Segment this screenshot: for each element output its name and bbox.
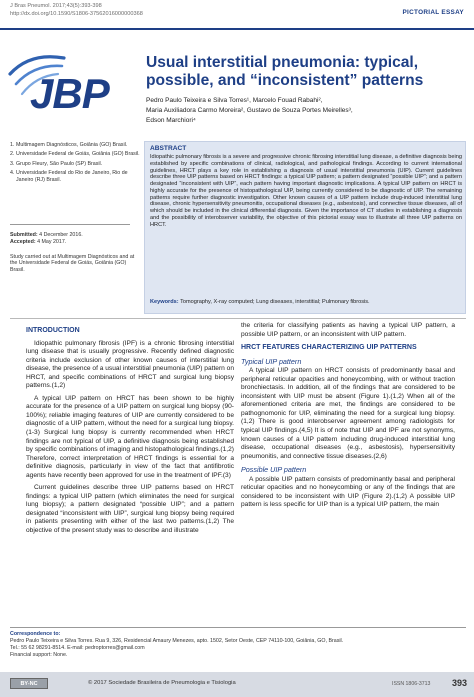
author-line: Pedro Paulo Teixeira e Silva Torres¹, Marcelo Fouad Rabahi², bbox=[146, 97, 323, 104]
typical-uip-heading: Typical UIP pattern bbox=[241, 356, 302, 366]
affiliation-item bbox=[10, 151, 142, 157]
footer-divider bbox=[10, 627, 466, 628]
keywords-text: Tomography, X-ray computed; Lung diseases, interstitial; Pulmonary fibrosis. bbox=[180, 299, 370, 305]
abstract-heading: ABSTRACT bbox=[150, 145, 187, 152]
submitted-date: Submitted: 4 December 2016. bbox=[10, 232, 83, 238]
author-line: Edson Marchiori⁴ bbox=[146, 117, 196, 124]
affiliation-number: 2. bbox=[10, 151, 15, 158]
affiliation-number: 1. bbox=[10, 142, 15, 148]
keywords-label: Keywords: bbox=[150, 299, 179, 305]
affiliation-text: Universidade Federal de Goiás, Goiânia (GO) Brasil. bbox=[16, 151, 140, 158]
hrct-features-heading: HRCT FEATURES CHARACTERIZING UIP PATTERNS bbox=[241, 344, 417, 352]
accepted-date: Accepted: 4 May 2017. bbox=[10, 239, 67, 245]
correspondence bbox=[10, 631, 470, 659]
body-paragraph: Current guidelines describe three UIP patterns based on HRCT findings: a typical UIP pattern (which eliminates the need for surgical lung biopsy); a pattern designated “possible UIP”; and a pattern designated “inconsistent with UIP”, surgical lung biopsy being required in patients presenting with either of the last two patterns.(1,2) The objective of the present study was to describe and illustrate bbox=[26, 484, 234, 535]
title-line: Usual interstitial pneumonia: typical, bbox=[146, 54, 419, 71]
body-paragraph: A typical UIP pattern on HRCT consists of predominantly basal and peripheral reticular opacities and honeycombing, with or without traction bronchiectasis. In addition, all of the findings that are considered to be inconsistent with UIP must be absent (Figure 1).(1,2) When all of the aforementioned criteria are met, the findings are considered to be pathognomonic for UIP, eliminating the need for a surgical lung biopsy.(1,2) There is good interobserver agreement among radiologists for typical UIP findings.(4,5) It is of note that UIP and IPF are not synonyms, known causes of a UIP pattern including drug-induced interstitial lung disease, occupational diseases (e.g., asbestosis), hypersensitivity pneumonitis, and connective tissue diseases.(2,6) bbox=[241, 367, 455, 460]
author-list bbox=[146, 96, 464, 126]
body-paragraph: the criteria for classifying patients as having a typical UIP pattern, a possible UIP pattern, or an inconsistent with UIP pattern. bbox=[241, 322, 455, 338]
affiliation-item bbox=[10, 170, 142, 183]
title-line: possible, and “inconsistent” patterns bbox=[146, 71, 424, 89]
affiliation-item bbox=[10, 161, 142, 167]
affiliations bbox=[10, 142, 142, 186]
financial-support: Financial support: None. bbox=[10, 651, 68, 658]
affiliation-number: 3. bbox=[10, 160, 15, 167]
affiliation-text: Grupo Fleury, São Paulo (SP) Brasil. bbox=[16, 160, 103, 167]
introduction-heading: INTRODUCTION bbox=[26, 327, 80, 334]
affiliation-text: Universidade Federal do Rio de Janeiro, Rio de Janeiro (RJ) Brasil. bbox=[16, 170, 128, 183]
doi-link[interactable]: http://dx.doi.org/10.1590/S1806-37562016000000368 bbox=[10, 10, 143, 17]
journal-citation bbox=[10, 3, 143, 18]
correspondence-label: Correspondence to: bbox=[10, 631, 61, 637]
article-dates bbox=[10, 232, 142, 246]
body-column-right bbox=[241, 322, 455, 514]
keywords bbox=[150, 299, 462, 306]
abstract-text: Idiopathic pulmonary fibrosis is a severe and progressive chronic fibrosing interstitial lung disease, a definitive diagnosis being established by specific combinations of clinical, radiological, and pathological findings. According to current international guidelines, HRCT plays a key role in establishing a diagnosis of usual interstitial pneumonia (UIP). Current guidelines describe three UIP patterns based on HRCT findings: a typical UIP pattern; a pattern designated “possible UIP”; and a pattern designated “inconsistent with UIP”, each pattern having important diagnostic implications. A typical UIP pattern on HRCT is highly accurate for the presence of histopathological UIP, being currently considered to be diagnostic of UIP. The remaining patterns require further diagnostic investigation. Other known causes of a UIP pattern include drug-induced interstitial lung disease, chronic hypersensitivity pneumonitis, occupational diseases (e.g., asbestosis), and connective tissue diseases, all of which should be included in the clinical differential diagnosis. Given the importance of CT studies in establishing a diagnosis and the possibility of interobserver variability, the objective of this pictorial essay was to illustrate all three UIP patterns on HRCT. bbox=[150, 154, 462, 228]
body-paragraph: Idiopathic pulmonary fibrosis (IPF) is a chronic fibrosing interstitial lung disease that is usually progressive. Recently defined diagnostic criteria include exclusion of other known causes of interstitial lung disease, the presence of a usual interstitial pneumonia (UIP) pattern on HRCT, and specific combinations of HRCT and surgical lung biopsy patterns.(1,2) bbox=[26, 339, 234, 390]
header-divider bbox=[0, 28, 474, 30]
correspondence-address: Pedro Paulo Teixeira e Silva Torres. Rua 9, 326, Residencial Amaury Menezes, apto. 1502, Setor Oeste, CEP 74110-100, Goiânia, GO, Brasil. bbox=[10, 637, 344, 644]
body-paragraph: A typical UIP pattern on HRCT has been shown to be highly accurate for the presence of a UIP pattern on surgical lung biopsy (90-100%); reliable imaging features of UIP are currently considered to be diagnostic of a UIP pattern, without the need for a surgical lung biopsy.(1-3) Surgical lung biopsy is currently recommended when HRCT findings are not typical of UIP, a definitive diagnosis being established by specific combinations of imaging and histopathological findings.(1,2) Therefore, correct interpretation of HRCT findings is essential for a definitive diagnosis, particularly in view of the fact that antifibrotic agents have recently been approved for use in the treatment of IPF.(3) bbox=[26, 394, 234, 479]
author-line: Maria Auxiliadora Carmo Moreira², Gustavo de Souza Portes Meirelles³, bbox=[146, 107, 353, 114]
abstract-divider bbox=[10, 318, 466, 319]
affiliation-number: 4. bbox=[10, 170, 15, 177]
affiliation-text: Multimagem Diagnósticos, Goiânia (GO) Brasil. bbox=[16, 142, 128, 148]
study-location-note: Study carried out at Multimagem Diagnósticos and at the Universidade Federal de Goiás, Goiânia (GO) Brasil. bbox=[10, 254, 135, 273]
copyright-notice: © 2017 Sociedade Brasileira de Pneumologia e Tisiologia bbox=[88, 680, 236, 686]
correspondence-contact: Tel.: 55 62 98291-8514. E-mail: pedroptorres@gmail.com bbox=[10, 644, 145, 651]
logo-wordmark: JBP bbox=[30, 70, 109, 117]
issn: ISSN 1806-3713 bbox=[392, 681, 431, 687]
body-column-left bbox=[26, 322, 234, 540]
sidebar-divider bbox=[10, 224, 130, 225]
section-label: PICTORIAL ESSAY bbox=[402, 9, 464, 16]
journal-line: J Bras Pneumol. 2017;43(5):393-398 bbox=[10, 3, 102, 9]
possible-uip-heading: Possible UIP pattern bbox=[241, 465, 307, 475]
jbp-logo bbox=[6, 50, 136, 120]
page-number: 393 bbox=[452, 678, 468, 688]
cc-license-badge[interactable]: BY-NC bbox=[10, 678, 48, 689]
body-paragraph: A possible UIP pattern consists of predominantly basal and peripheral reticular opacities and no honeycombing or any of the findings that are considered to be inconsistent with UIP (Figure 2).(1,2) A possible UIP pattern is less specific for UIP than is a typical UIP pattern, the main bbox=[241, 475, 455, 509]
affiliation-item bbox=[10, 142, 142, 148]
article-title bbox=[146, 54, 466, 89]
